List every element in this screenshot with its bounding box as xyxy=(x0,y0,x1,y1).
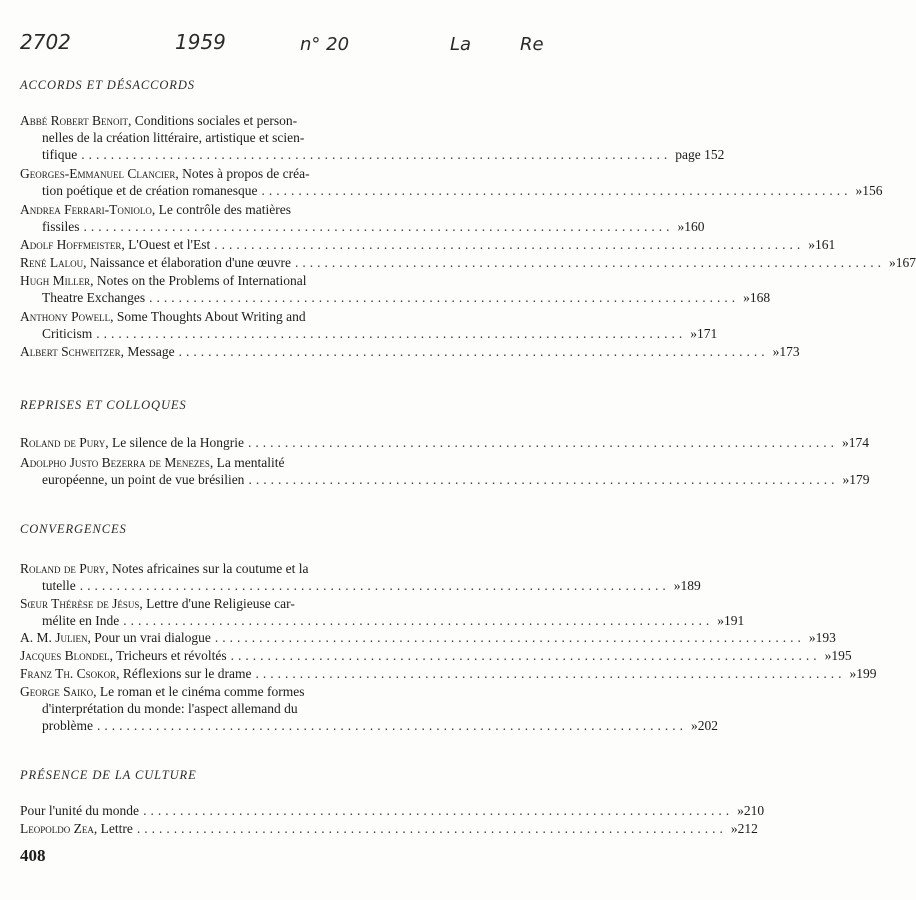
entry-title: Le silence de la Hongrie xyxy=(112,435,244,450)
entry-author: René Lalou, xyxy=(20,255,87,270)
leader-dots: ................................................................................ xyxy=(261,183,852,198)
section-title: CONVERGENCES xyxy=(20,522,127,536)
page-number-footer: 408 xyxy=(20,846,46,865)
ditto-mark: » xyxy=(808,237,815,252)
entry-title: Naissance et élaboration d'une œuvre xyxy=(89,255,291,270)
page-number: 189 xyxy=(680,578,701,593)
ditto-mark: » xyxy=(772,344,780,359)
entry-title: L'Ouest et l'Est xyxy=(128,237,211,252)
toc-entry xyxy=(20,201,705,235)
toc-entry xyxy=(20,595,745,629)
page-number: 160 xyxy=(684,219,705,234)
handwritten-extra-1: La xyxy=(450,34,472,55)
ditto-mark: » xyxy=(677,219,685,234)
leader-dots: ................................................................................ xyxy=(255,666,846,681)
entry-title: tifique xyxy=(42,147,78,162)
ditto-mark: » xyxy=(743,290,750,305)
page-number: 167 xyxy=(895,255,916,270)
page-number: 212 xyxy=(737,821,758,836)
entry-title: Lettre d'une Religieuse car- xyxy=(146,596,295,611)
ditto-mark: » xyxy=(730,821,738,836)
entry-author: Jacques Blondel, xyxy=(20,648,114,663)
entry-author: Georges-Emmanuel Clancier, xyxy=(20,166,179,181)
entry-title: Réflexions sur le drame xyxy=(122,666,252,681)
ditto-mark: » xyxy=(717,613,724,628)
entry-title: Notes à propos de créa- xyxy=(182,166,310,181)
entry-author: Roland de Pury, xyxy=(20,435,109,450)
entry-title: problème xyxy=(42,718,93,733)
page-number: 156 xyxy=(862,183,883,198)
entry-title: nelles de la création littéraire, artistique et scien- xyxy=(42,130,305,145)
toc-entry xyxy=(20,560,701,594)
page-number: 202 xyxy=(697,718,718,733)
handwritten-ref: 2702 xyxy=(20,30,71,54)
toc-entry xyxy=(20,647,852,664)
leader-dots: ................................................................................ xyxy=(136,821,727,836)
toc-entry xyxy=(20,629,836,646)
leader-dots: ................................................................................ xyxy=(96,718,687,733)
page-number: 168 xyxy=(749,290,771,305)
entry-title: Criticism xyxy=(42,326,93,341)
entry-author: Albert Schweitzer, xyxy=(20,344,124,359)
page-number: 193 xyxy=(815,630,836,645)
leader-dots: ................................................................................ xyxy=(79,578,670,593)
handwritten-extra-2: Re xyxy=(520,34,544,55)
page-number: 199 xyxy=(856,666,877,681)
page-number: 195 xyxy=(831,648,852,663)
leader-dots: ................................................................................ xyxy=(214,237,805,252)
page-number: 161 xyxy=(815,237,836,252)
toc-entry xyxy=(20,820,758,837)
entry-title: Tricheurs et révoltés xyxy=(116,648,227,663)
entry-title: Message xyxy=(127,344,175,359)
leader-dots: ................................................................................ xyxy=(81,147,672,162)
toc-entry xyxy=(20,236,836,253)
entry-author: Abbé Robert Benoit, xyxy=(20,113,132,128)
section-title: ACCORDS ET DÉSACCORDS xyxy=(20,78,195,92)
toc-entry xyxy=(20,434,869,451)
leader-dots: ................................................................................ xyxy=(178,344,769,359)
entry-title: Some Thoughts About Writing and xyxy=(116,309,306,324)
page-number: 210 xyxy=(743,803,765,818)
entry-author: Hugh Miller, xyxy=(20,273,94,288)
entry-title: d'interprétation du monde: l'aspect allemand du xyxy=(42,701,298,716)
entry-author: Sœur Thérèse de Jésus, xyxy=(20,596,143,611)
ditto-mark: » xyxy=(690,718,698,733)
toc-entry xyxy=(20,308,718,342)
ditto-mark: » xyxy=(855,183,863,198)
page-number: 171 xyxy=(697,326,718,341)
entry-title: Le contrôle des matières xyxy=(158,202,291,217)
entry-title: Le roman et le cinéma comme formes xyxy=(99,684,305,699)
entry-title: Theatre Exchanges xyxy=(42,290,146,305)
ditto-mark: » xyxy=(824,648,832,663)
entry-author: Leopoldo Zea, xyxy=(20,821,98,836)
leader-dots: ................................................................................ xyxy=(248,472,839,487)
page-number: 173 xyxy=(779,344,800,359)
leader-dots: ................................................................................ xyxy=(83,219,674,234)
ditto-mark: » xyxy=(690,326,697,341)
toc-entry xyxy=(20,665,877,682)
section-title: PRÉSENCE DE LA CULTURE xyxy=(20,768,197,782)
ditto-mark: » xyxy=(673,578,681,593)
handwritten-issue: n° 20 xyxy=(300,34,350,55)
entry-title: Notes africaines sur la coutume et la xyxy=(112,561,309,576)
leader-dots: ................................................................................ xyxy=(247,435,838,450)
toc-entry xyxy=(20,272,771,306)
entry-author: Adolf Hoffmeister, xyxy=(20,237,125,252)
toc-entry xyxy=(20,343,800,360)
toc-entry xyxy=(20,802,765,819)
entry-author: Roland de Pury, xyxy=(20,561,109,576)
handwritten-year: 1959 xyxy=(175,30,226,54)
page-ref: page 152 xyxy=(675,147,725,162)
entry-title: fissiles xyxy=(42,219,80,234)
leader-dots: ................................................................................ xyxy=(149,290,740,305)
toc-entry xyxy=(20,112,725,163)
entry-title: Conditions sociales et person- xyxy=(134,113,298,128)
entry-title: Lettre xyxy=(100,821,133,836)
toc-entry xyxy=(20,254,916,271)
entry-title: Notes on the Problems of International xyxy=(96,273,307,288)
ditto-mark: » xyxy=(841,435,849,450)
ditto-mark: » xyxy=(888,255,896,270)
leader-dots: ................................................................................ xyxy=(143,803,734,818)
section-title: REPRISES ET COLLOQUES xyxy=(20,398,187,412)
toc-entry xyxy=(20,683,718,734)
entry-title: La mentalité xyxy=(216,455,285,470)
entry-title: mélite en Inde xyxy=(42,613,120,628)
leader-dots: ................................................................................ xyxy=(214,630,805,645)
ditto-mark: » xyxy=(849,666,857,681)
page-number: 179 xyxy=(849,472,870,487)
page-number: 174 xyxy=(848,435,869,450)
toc-entry xyxy=(20,165,883,199)
entry-title: tion poétique et de création romanesque xyxy=(42,183,258,198)
entry-title: Pour un vrai dialogue xyxy=(94,630,211,645)
entry-title: Pour l'unité du monde xyxy=(20,803,140,818)
ditto-mark: » xyxy=(842,472,850,487)
entry-author: A. M. Julien, xyxy=(20,630,91,645)
entry-author: Adolpho Justo Bezerra de Menezes, xyxy=(20,455,214,470)
leader-dots: ................................................................................ xyxy=(294,255,885,270)
entry-title: européenne, un point de vue brésilien xyxy=(42,472,245,487)
page-number: 191 xyxy=(723,613,745,628)
ditto-mark: » xyxy=(737,803,744,818)
toc-entry xyxy=(20,454,870,488)
leader-dots: ................................................................................ xyxy=(230,648,821,663)
ditto-mark: » xyxy=(808,630,816,645)
entry-title: tutelle xyxy=(42,578,76,593)
leader-dots: ................................................................................ xyxy=(123,613,714,628)
entry-author: George Saiko, xyxy=(20,684,97,699)
leader-dots: ................................................................................ xyxy=(96,326,687,341)
entry-author: Franz Th. Csokor, xyxy=(20,666,120,681)
entry-author: Andrea Ferrari-Toniolo, xyxy=(20,202,156,217)
entry-author: Anthony Powell, xyxy=(20,309,114,324)
